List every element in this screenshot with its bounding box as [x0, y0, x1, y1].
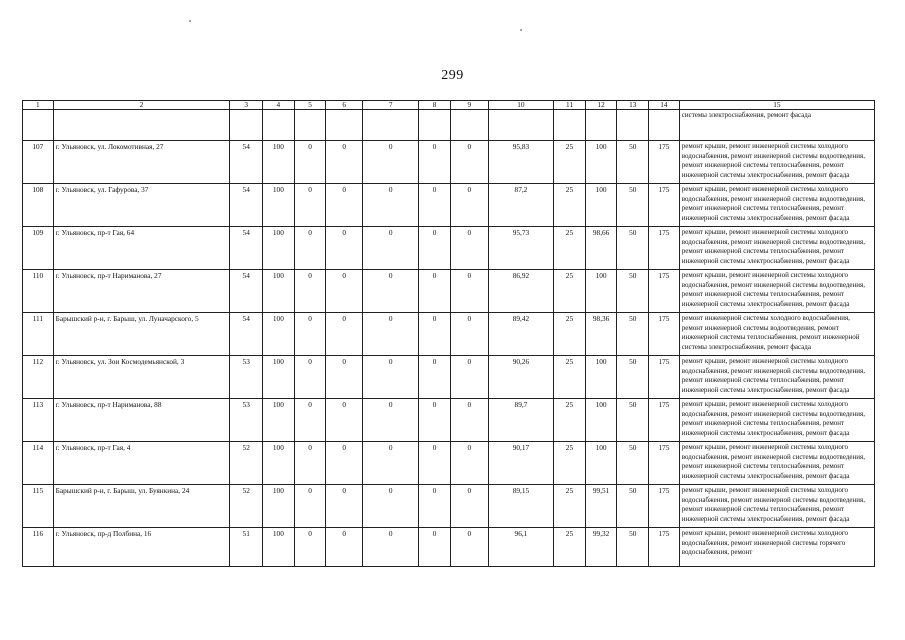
address: г. Ульяновск, ул. Зои Космодемьянской, 3 [53, 356, 230, 399]
cell-col13: 50 [617, 270, 649, 313]
cell-col3: 51 [230, 528, 263, 567]
row-number: 112 [23, 356, 54, 399]
column-number: 8 [419, 101, 451, 110]
cell-col5: 0 [294, 399, 326, 442]
cell-col11: 25 [554, 313, 586, 356]
cell-col7: 0 [363, 528, 419, 567]
cell-col8: 0 [419, 141, 451, 184]
cell-col9: 0 [450, 442, 488, 485]
cell-col11: 25 [554, 442, 586, 485]
cell-col8: 0 [419, 442, 451, 485]
cell-col3: 54 [230, 184, 263, 227]
cell-col4: 100 [263, 399, 295, 442]
address: г. Ульяновск, пр-т Гая, 64 [53, 227, 230, 270]
cell-col8: 0 [419, 399, 451, 442]
cell-col9: 0 [450, 227, 488, 270]
column-number: 7 [363, 101, 419, 110]
cell-col12: 100 [585, 270, 617, 313]
cell-col14: 175 [649, 442, 680, 485]
works-list: ремонт крыши, ремонт инженерной системы холодного водоснабжения, ремонт инженерной системы водоотведения, ремонт инженерной системы теплоснабжения, ремонт инженерной системы электроснабжения, ремонт фасада [679, 270, 874, 313]
cell-col3: 53 [230, 399, 263, 442]
cell-col5: 0 [294, 442, 326, 485]
cell-col10: 90,26 [488, 356, 553, 399]
cell-col10: 95,83 [488, 141, 553, 184]
cell-col13: 50 [617, 356, 649, 399]
cell-col14: 175 [649, 313, 680, 356]
cell-col4: 100 [263, 184, 295, 227]
cell-col10: 95,73 [488, 227, 553, 270]
column-number: 15 [679, 101, 874, 110]
works-list: ремонт крыши, ремонт инженерной системы холодного водоснабжения, ремонт инженерной системы водоотведения, ремонт инженерной системы теплоснабжения, ремонт инженерной системы электроснабжения, ремонт фасада [679, 356, 874, 399]
cell-col4: 100 [263, 442, 295, 485]
column-number: 2 [53, 101, 230, 110]
cell-col11: 25 [554, 399, 586, 442]
table-row [23, 227, 875, 270]
column-number: 5 [294, 101, 326, 110]
table-row [23, 184, 875, 227]
cell-col4: 100 [263, 485, 295, 528]
column-number: 9 [450, 101, 488, 110]
cell-col3: 54 [230, 270, 263, 313]
cell-col6: 0 [326, 141, 363, 184]
column-number: 14 [649, 101, 680, 110]
cell-col13: 50 [617, 442, 649, 485]
column-number: 4 [263, 101, 295, 110]
table-row [23, 442, 875, 485]
cell-col12: 100 [585, 356, 617, 399]
cell-col13: 50 [617, 184, 649, 227]
table-row [23, 485, 875, 528]
cell-col7: 0 [363, 356, 419, 399]
cell-col11: 25 [554, 227, 586, 270]
cell-col5: 0 [294, 270, 326, 313]
column-number-row [23, 101, 875, 110]
works-list: ремонт инженерной системы холодного водоснабжения, ремонт инженерной системы водоотведения, ремонт инженерной системы теплоснабжения, ремонт инженерной системы электроснабжения, ремонт фасада [679, 313, 874, 356]
address: г. Ульяновск, пр-т Гая, 4 [53, 442, 230, 485]
row-number: 109 [23, 227, 54, 270]
row-number: 113 [23, 399, 54, 442]
cell-col10: 86,92 [488, 270, 553, 313]
cell-col5: 0 [294, 184, 326, 227]
cell-col6: 0 [326, 528, 363, 567]
cell-col5: 0 [294, 528, 326, 567]
cell-col7: 0 [363, 399, 419, 442]
column-number: 3 [230, 101, 263, 110]
address: г. Ульяновск, пр-т Нариманова, 27 [53, 270, 230, 313]
continuation-text: системы электроснабжения, ремонт фасада [679, 110, 874, 141]
cell-col9: 0 [450, 141, 488, 184]
cell-col14: 175 [649, 184, 680, 227]
cell-col13: 50 [617, 141, 649, 184]
cell-col12: 99,32 [585, 528, 617, 567]
table-row [23, 356, 875, 399]
cell-col14: 175 [649, 141, 680, 184]
cell-col10: 87,2 [488, 184, 553, 227]
cell-col3: 54 [230, 141, 263, 184]
cell-col10: 89,7 [488, 399, 553, 442]
cell-col11: 25 [554, 528, 586, 567]
cell-col8: 0 [419, 270, 451, 313]
cell-col7: 0 [363, 227, 419, 270]
cell-col12: 100 [585, 184, 617, 227]
table-row [23, 528, 875, 567]
cell-col13: 50 [617, 485, 649, 528]
cell-col9: 0 [450, 485, 488, 528]
table-row [23, 141, 875, 184]
cell-col8: 0 [419, 485, 451, 528]
cell-col8: 0 [419, 184, 451, 227]
cell-col14: 175 [649, 270, 680, 313]
works-list: ремонт крыши, ремонт инженерной системы холодного водоснабжения, ремонт инженерной системы водоотведения, ремонт инженерной системы теплоснабжения, ремонт инженерной системы электроснабжения, ремонт фасада [679, 141, 874, 184]
cell-col5: 0 [294, 356, 326, 399]
cell-col9: 0 [450, 313, 488, 356]
row-number: 116 [23, 528, 54, 567]
row-number: 110 [23, 270, 54, 313]
address: Барышский р-н, г. Барыш, ул. Буянкина, 24 [53, 485, 230, 528]
cell-col8: 0 [419, 528, 451, 567]
address: Барышский р-н, г. Барыш, ул. Луначарского, 5 [53, 313, 230, 356]
works-list: ремонт крыши, ремонт инженерной системы холодного водоснабжения, ремонт инженерной системы горячего водоснабжения, ремонт [679, 528, 874, 567]
cell-col14: 175 [649, 485, 680, 528]
cell-col7: 0 [363, 184, 419, 227]
cell-col9: 0 [450, 184, 488, 227]
cell-col6: 0 [326, 227, 363, 270]
cell-col4: 100 [263, 270, 295, 313]
cell-col4: 100 [263, 528, 295, 567]
works-list: ремонт крыши, ремонт инженерной системы холодного водоснабжения, ремонт инженерной системы водоотведения, ремонт инженерной системы теплоснабжения, ремонт инженерной системы электроснабжения, ремонт фасада [679, 184, 874, 227]
cell-col6: 0 [326, 485, 363, 528]
scan-speck [520, 29, 522, 31]
scan-speck [189, 20, 191, 22]
table-row [23, 270, 875, 313]
cell-col12: 98,36 [585, 313, 617, 356]
cell-col12: 98,66 [585, 227, 617, 270]
cell-col5: 0 [294, 141, 326, 184]
cell-col9: 0 [450, 356, 488, 399]
cell-col11: 25 [554, 356, 586, 399]
cell-col7: 0 [363, 442, 419, 485]
column-number: 13 [617, 101, 649, 110]
cell-col3: 54 [230, 227, 263, 270]
cell-col5: 0 [294, 313, 326, 356]
cell-col3: 53 [230, 356, 263, 399]
column-number: 10 [488, 101, 553, 110]
cell-col14: 175 [649, 227, 680, 270]
table-row [23, 313, 875, 356]
cell-col12: 99,51 [585, 485, 617, 528]
works-list: ремонт крыши, ремонт инженерной системы холодного водоснабжения, ремонт инженерной системы водоотведения, ремонт инженерной системы теплоснабжения, ремонт инженерной системы электроснабжения, ремонт фасада [679, 227, 874, 270]
address: г. Ульяновск, пр-д Полбина, 16 [53, 528, 230, 567]
cell-col10: 96,1 [488, 528, 553, 567]
column-number: 12 [585, 101, 617, 110]
cell-col7: 0 [363, 485, 419, 528]
continuation-row [23, 110, 875, 141]
cell-col14: 175 [649, 528, 680, 567]
cell-col7: 0 [363, 313, 419, 356]
cell-col10: 90,17 [488, 442, 553, 485]
works-list: ремонт крыши, ремонт инженерной системы холодного водоснабжения, ремонт инженерной системы водоотведения, ремонт инженерной системы теплоснабжения, ремонт инженерной системы электроснабжения, ремонт фасада [679, 485, 874, 528]
cell-col6: 0 [326, 184, 363, 227]
page-number: 299 [441, 68, 464, 83]
column-number: 6 [326, 101, 363, 110]
cell-col3: 54 [230, 313, 263, 356]
address: г. Ульяновск, пр-т Нариманова, 88 [53, 399, 230, 442]
cell-col12: 100 [585, 141, 617, 184]
cell-col12: 100 [585, 442, 617, 485]
cell-col6: 0 [326, 313, 363, 356]
cell-col13: 50 [617, 399, 649, 442]
cell-col13: 50 [617, 313, 649, 356]
cell-col4: 100 [263, 141, 295, 184]
address: г. Ульяновск, ул. Локомотивная, 27 [53, 141, 230, 184]
cell-col7: 0 [363, 141, 419, 184]
cell-col12: 100 [585, 399, 617, 442]
cell-col5: 0 [294, 227, 326, 270]
row-number: 108 [23, 184, 54, 227]
row-number: 115 [23, 485, 54, 528]
row-number: 107 [23, 141, 54, 184]
cell-col9: 0 [450, 399, 488, 442]
cell-col3: 52 [230, 485, 263, 528]
cell-col11: 25 [554, 270, 586, 313]
cell-col5: 0 [294, 485, 326, 528]
cell-col4: 100 [263, 227, 295, 270]
row-number: 114 [23, 442, 54, 485]
cell-col10: 89,42 [488, 313, 553, 356]
cell-col14: 175 [649, 399, 680, 442]
repair-program-table [22, 100, 875, 567]
cell-col9: 0 [450, 270, 488, 313]
cell-col11: 25 [554, 141, 586, 184]
cell-col6: 0 [326, 270, 363, 313]
cell-col6: 0 [326, 442, 363, 485]
row-number: 111 [23, 313, 54, 356]
cell-col7: 0 [363, 270, 419, 313]
column-number: 1 [23, 101, 54, 110]
cell-col14: 175 [649, 356, 680, 399]
address: г. Ульяновск, ул. Гафурова, 37 [53, 184, 230, 227]
cell-col4: 100 [263, 313, 295, 356]
cell-col11: 25 [554, 485, 586, 528]
works-list: ремонт крыши, ремонт инженерной системы холодного водоснабжения, ремонт инженерной системы водоотведения, ремонт инженерной системы теплоснабжения, ремонт инженерной системы электроснабжения, ремонт фасада [679, 442, 874, 485]
cell-col4: 100 [263, 356, 295, 399]
cell-col11: 25 [554, 184, 586, 227]
cell-col8: 0 [419, 227, 451, 270]
cell-col9: 0 [450, 528, 488, 567]
cell-col13: 50 [617, 528, 649, 567]
cell-col6: 0 [326, 399, 363, 442]
cell-col3: 52 [230, 442, 263, 485]
cell-col10: 89,15 [488, 485, 553, 528]
column-number: 11 [554, 101, 586, 110]
cell-col13: 50 [617, 227, 649, 270]
cell-col8: 0 [419, 313, 451, 356]
table-row [23, 399, 875, 442]
cell-col8: 0 [419, 356, 451, 399]
cell-col6: 0 [326, 356, 363, 399]
works-list: ремонт крыши, ремонт инженерной системы холодного водоснабжения, ремонт инженерной системы водоотведения, ремонт инженерной системы теплоснабжения, ремонт инженерной системы электроснабжения, ремонт фасада [679, 399, 874, 442]
